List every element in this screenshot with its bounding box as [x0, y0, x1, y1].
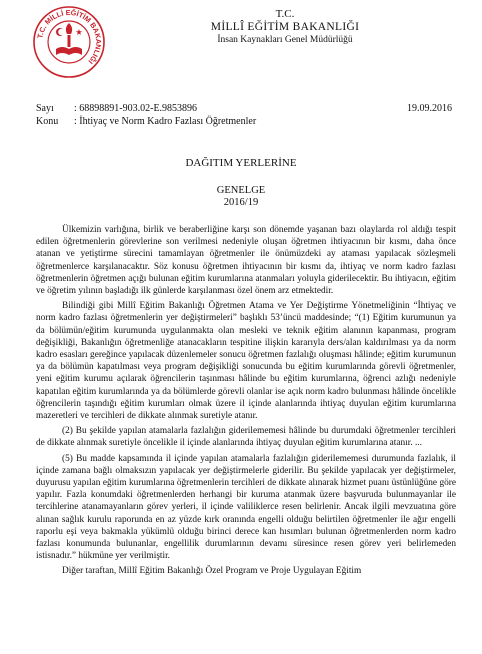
konu-value: : İhtiyaç ve Norm Kadro Fazlası Öğretmenler [74, 116, 257, 127]
subject-line [36, 116, 456, 128]
letterhead [120, 8, 450, 46]
ministry-emblem-icon [32, 5, 106, 79]
department-name: İnsan Kaynakları Genel Müdürlüğü [217, 35, 353, 45]
emblem-ring-text: T.C. MİLLİ EĞİTİM BAKANLIĞI [35, 7, 104, 66]
sayi-label: Sayı [36, 103, 54, 114]
ministry-name: MİLLÎ EĞİTİM BAKANLIĞI [210, 21, 360, 33]
konu-label: Konu [36, 116, 59, 127]
distribution-heading: DAĞITIM YERLERİNE [185, 157, 297, 169]
paragraph: Bilindiği gibi Millî Eğitim Bakanlığı Öğretmen Atama ve Yer Değiştirme Yönetmeliğinin “İhtiyaç ve norm kadro fazlası öğretmenlerin yer değiştirmeleri” başlıklı 53’üncü maddesinde; “(1) Eğitim kurumunun ya da bölümün/eğitim kurumunda uygulanmakta olan mesleki ve teknik eğitim alanının kapanması, program değişikliği, Bakanlığın öğretmenliğe atanacakların tespitine ilişkin kararıyla ders/alan kaldırılması ya da norm kadro esasları gereğince yapılacak düzenlemeler sonucu öğretmen fazlalığı oluşması hâlinde; eğitim kurumunun ya da bölümün kapatılması veya program değişikliği sonucunda bu eğitim kurumlarında görevli öğretmenler, yeni eğitim kurumu açılarak öğrencilerin taşınması hâlinde bu eğitim kurumlarına, öğrenci azlığı nedeniyle kapatılan eğitim kurumlarında ya da bölümlerde görevli olanlar ise açık norm kadro bulunması hâlinde öncelikle öğrencilerin taşındığı eğitim kurumları olmak üzere il içinde alanlarında ihtiyaç duyulan eğitim kurumlarına mazeretleri ve tercihleri de dikkate alınmak suretiyle atanır. [36, 301, 456, 422]
circular-title [0, 185, 482, 209]
paragraph: Ülkemizin varlığına, birlik ve beraberliğine karşı son dönemde yaşanan bazı olaylarda rol aldığı tespit edilen öğretmenlerin görevlerine son verilmesi nedeniyle oluşan öğretmen ihtiyacının bir kısmı, daha önce atanan ve yetiştirme sürecini tamamlayan öğretmenler ile önümüzdeki ay ataması yapılacak sözleşmeli öğretmenlerce karşılanacaktır. Söz konusu öğretmen ihtiyacının bir kısmı da, ihtiyaç ve norm kadro fazlası öğretmenlerin öğretmen açığı bulunan eğitim kurumlarına atanmaları yoluyla giderilecektir. Bu ihtiyacın, eğitim ve öğretim yılının başladığı ilk günlerde karşılanması özel önem arz etmektedir. [36, 225, 456, 297]
paragraph: Diğer taraftan, Millî Eğitim Bakanlığı Özel Program ve Proje Uygulayan Eğitim [62, 566, 362, 577]
circular-number: 2016/19 [223, 197, 259, 208]
state-abbreviation: T.C. [275, 8, 295, 20]
paragraph: (2) Bu şekilde yapılan atamalarla fazlalığın giderilememesi hâlinde bu durumdaki öğretmenler tercihleri de dikkate alınmak suretiyle öncelikle il içinde alanlarında ihtiyaç duyulan eğitim kurumlarına atanır. ... [36, 426, 456, 449]
document-body [36, 224, 456, 581]
genelge-heading: GENELGE [216, 185, 266, 196]
document-date: 19.09.2016 [407, 103, 452, 114]
paragraph: (5) Bu madde kapsamında il içinde yapılan atamalarla fazlalığın giderilememesi durumunda fazlalık, il içinde zamana bağlı olmaksızın yapılacak yer değiştirmelerle giderilir. Bu şekilde yapılacak yer değiştirmeler, duyurusu yapılan eğitim kurumlarına öğretmenlerin tercihleri de dikkate alınarak hizmet puanı üstünlüğüne göre yapılır. Fazla konumdaki öğretmenlerden herhangi bir kuruma atanmak üzere başvuruda bulunmayanlar ile tercihlerine atanamayanların görev yerleri, il içinde valiliklerce resen belirlenir. Ancak ilgili mevzuatına göre alınan sağlık kurulu raporunda en az yüzde kırk oranında engelli olduğu belirtilen öğretmenler ile ağır engelli raporlu eşi veya bakmakla yükümlü olduğu birinci derece kan hısımları bulunan öğretmenlerden norm kadro fazlası konumunda bulunanlar, engellilik durumlarının devamı süresince resen görev yeri belirlemeden istisnadır.” hükmüne yer verilmiştir. [36, 453, 456, 562]
reference-line [36, 103, 456, 115]
sayi-value: : 68898891-903.02-E.9853896 [74, 103, 198, 114]
